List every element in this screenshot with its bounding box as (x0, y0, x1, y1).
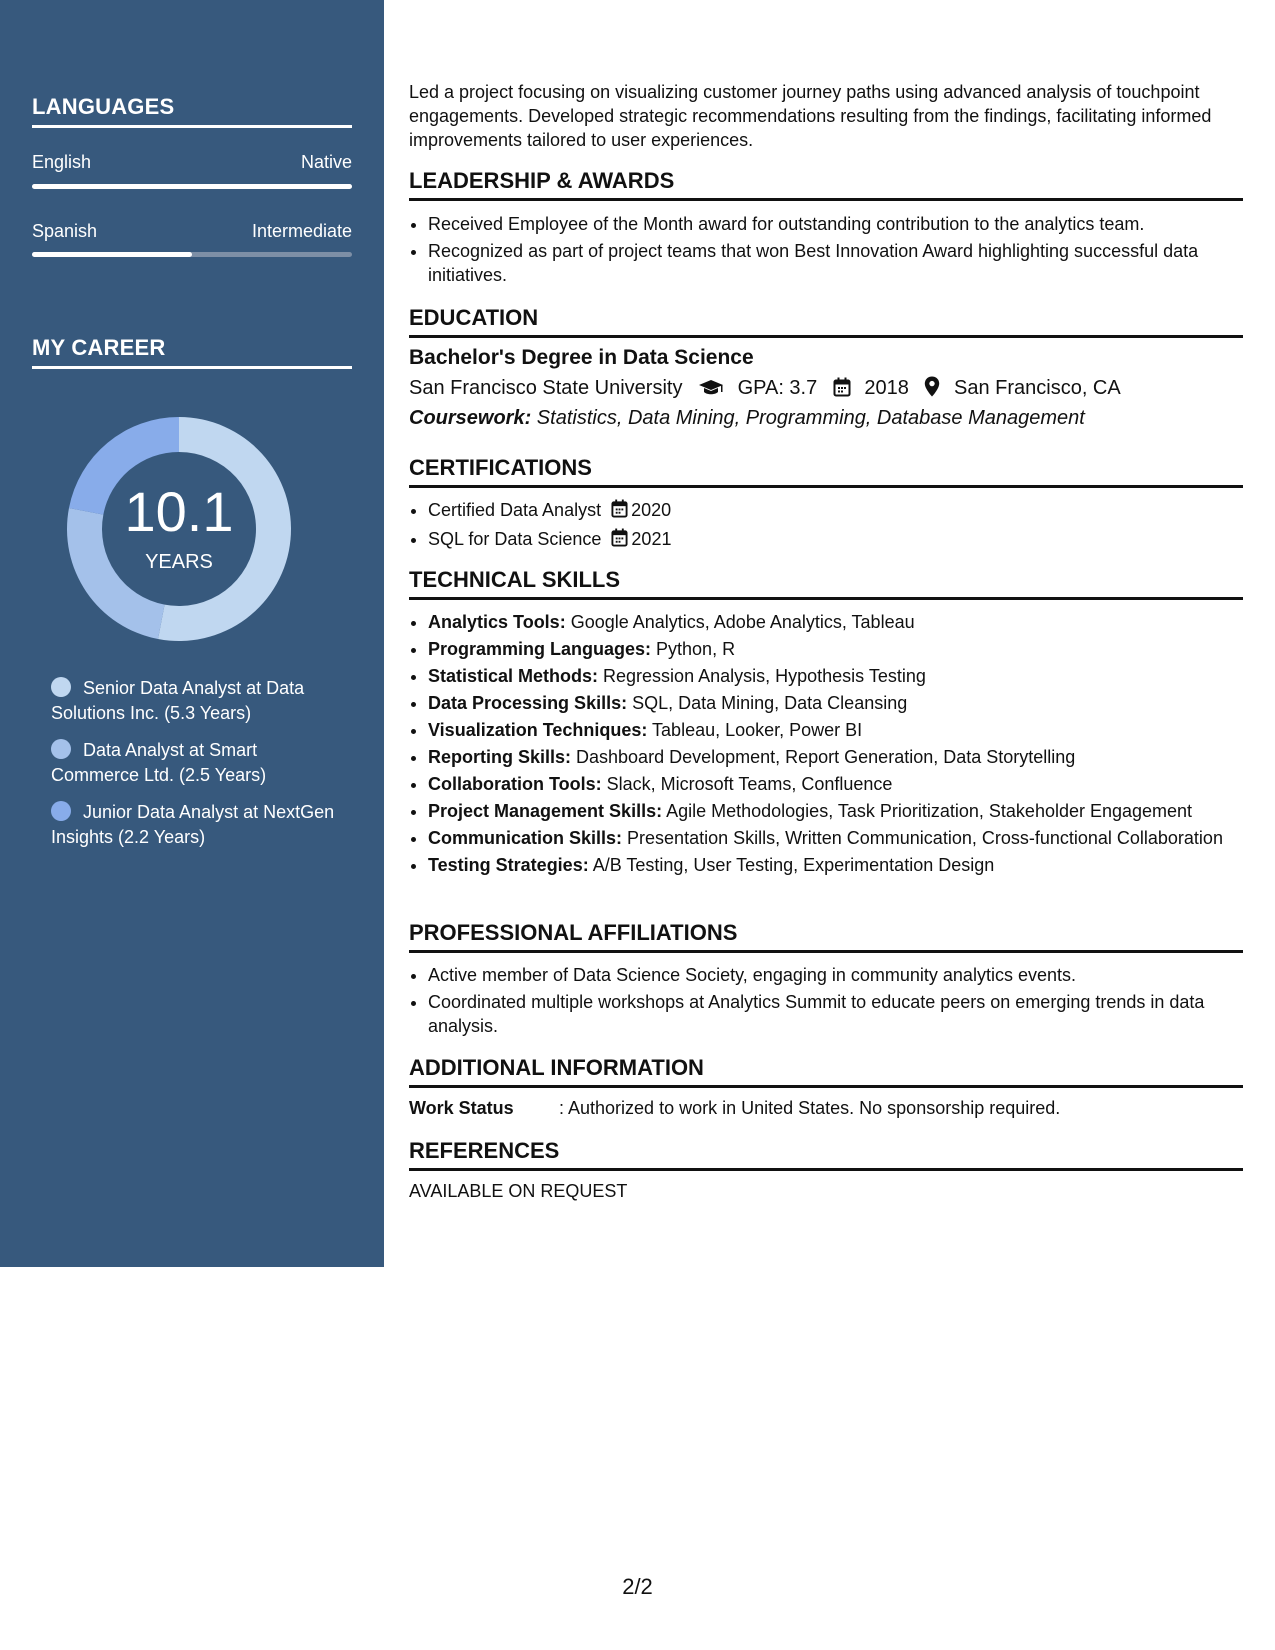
language-name: English (32, 152, 92, 172)
degree-title: Bachelor's Degree in Data Science (409, 346, 754, 369)
affiliations-list (409, 963, 1262, 1041)
project-description: Led a project focusing on visualizing customer journey paths using advanced analysis of touchpoint engagements. Developed strategic recommendations resulting from the findings, facilitating informed improvements tailored to user experiences. (409, 82, 1212, 150)
skill-label: Reporting Skills: (428, 747, 572, 767)
skill-item (428, 691, 1262, 715)
language-proficiency-bar (32, 184, 352, 189)
affiliations-heading: PROFESSIONAL AFFILIATIONS (409, 920, 1243, 953)
skill-value: Google Analytics, Adobe Analytics, Tableau (565, 612, 915, 632)
skill-label: Testing Strategies: (428, 855, 589, 875)
leadership-heading: LEADERSHIP & AWARDS (409, 168, 1243, 201)
skill-label: Visualization Techniques: (428, 720, 648, 740)
language-name: Spanish (32, 221, 98, 241)
career-total-unit: YEARS (145, 551, 213, 573)
certification-name: Certified Data Analyst (428, 500, 602, 520)
legend-dot-icon (51, 739, 71, 759)
school-location: San Francisco, CA (953, 377, 1121, 399)
language-proficiency-fill (32, 252, 192, 257)
skill-item (428, 664, 1262, 688)
skill-value: Slack, Microsoft Teams, Confluence (601, 774, 893, 794)
language-proficiency-bar (32, 252, 352, 257)
career-legend-item (51, 800, 341, 850)
language-row (32, 221, 352, 242)
page-number: 2/2 (622, 1574, 653, 1599)
certification-year: 2020 (631, 500, 672, 520)
skill-label: Communication Skills: (428, 828, 623, 848)
references-heading: REFERENCES (409, 1138, 1243, 1171)
career-legend-label: Senior Data Analyst at Data Solutions Inc. (5.3 Years) (51, 678, 305, 723)
skill-item (428, 637, 1262, 661)
language-level: Intermediate (251, 221, 352, 241)
work-status-label: Work Status (409, 1098, 514, 1118)
legend-dot-icon (51, 801, 71, 821)
graduation-year: 2018 (864, 377, 909, 399)
skill-item (428, 799, 1262, 823)
career-legend-label: Data Analyst at Smart Commerce Ltd. (2.5 Years) (51, 740, 267, 785)
skill-item (428, 745, 1262, 769)
certification-year: 2021 (631, 529, 672, 549)
list-item: • Active member of Data Science Society, engaging in community analytics events. (428, 963, 1262, 987)
certification-item (428, 498, 1262, 524)
technical-skills-heading: TECHNICAL SKILLS (409, 567, 1243, 600)
skill-label: Statistical Methods: (428, 666, 599, 686)
skill-item (428, 826, 1262, 850)
skill-value: Python, R (651, 639, 736, 659)
career-total-years: 10.1 (124, 480, 234, 543)
certification-item (428, 527, 1262, 553)
skill-label: Project Management Skills: (428, 801, 663, 821)
school-name: San Francisco State University (409, 377, 683, 399)
list-item: • Recognized as part of project teams that won Best Innovation Award highlighting successful data initiatives. (428, 239, 1262, 287)
skill-item (428, 772, 1262, 796)
skill-label: Programming Languages: (428, 639, 652, 659)
education-meta (409, 376, 1121, 403)
work-status-value: : Authorized to work in United States. No sponsorship required. (559, 1098, 1061, 1118)
languages-heading: LANGUAGES (32, 94, 352, 128)
language-level: Native (300, 152, 352, 172)
skill-value: SQL, Data Mining, Data Cleansing (627, 693, 908, 713)
graduation-cap-icon (698, 379, 724, 403)
skill-item (428, 610, 1262, 634)
list-item: • Received Employee of the Month award for outstanding contribution to the analytics team. (428, 212, 1262, 236)
skill-label: Analytics Tools: (428, 612, 566, 632)
career-legend-label: Junior Data Analyst at NextGen Insights (2.2 Years) (51, 802, 335, 847)
career-heading: MY CAREER (32, 335, 352, 369)
calendar-icon (611, 499, 628, 524)
language-row (32, 152, 352, 173)
certifications-heading: CERTIFICATIONS (409, 455, 1243, 488)
skill-label: Collaboration Tools: (428, 774, 602, 794)
calendar-icon (833, 377, 851, 403)
career-legend-item (51, 738, 341, 788)
calendar-icon (611, 528, 628, 553)
certification-name: SQL for Data Science (428, 529, 602, 549)
certifications-list (409, 498, 1262, 556)
sidebar (0, 0, 384, 1267)
legend-dot-icon (51, 677, 71, 697)
references-text: AVAILABLE ON REQUEST (409, 1181, 628, 1201)
skill-value: Presentation Skills, Written Communication, Cross-functional Collaboration (622, 828, 1223, 848)
skill-value: A/B Testing, User Testing, Experimentation Design (588, 855, 995, 875)
education-heading: EDUCATION (409, 305, 1243, 338)
skill-value: Agile Methodologies, Task Prioritization, Stakeholder Engagement (662, 801, 1193, 821)
skill-label: Data Processing Skills: (428, 693, 628, 713)
leadership-list (409, 212, 1262, 290)
career-legend-item (51, 676, 341, 726)
coursework-label: Coursework: (409, 407, 532, 429)
skill-item (428, 853, 1262, 877)
skill-value: Regression Analysis, Hypothesis Testing (598, 666, 926, 686)
coursework-value: Statistics, Data Mining, Programming, Database Management (531, 407, 1085, 429)
coursework (409, 407, 1085, 430)
language-proficiency-fill (32, 184, 352, 189)
skill-item (428, 718, 1262, 742)
technical-skills-list (409, 610, 1262, 880)
gpa: GPA: 3.7 (737, 377, 818, 399)
additional-info-heading: ADDITIONAL INFORMATION (409, 1055, 1243, 1088)
list-item: • Coordinated multiple workshops at Analytics Summit to educate peers on emerging trends in data analysis. (428, 990, 1262, 1038)
location-pin-icon (924, 376, 940, 403)
work-status-row (409, 1098, 1060, 1119)
skill-value: Dashboard Development, Report Generation, Data Storytelling (571, 747, 1076, 767)
skill-value: Tableau, Looker, Power BI (647, 720, 863, 740)
